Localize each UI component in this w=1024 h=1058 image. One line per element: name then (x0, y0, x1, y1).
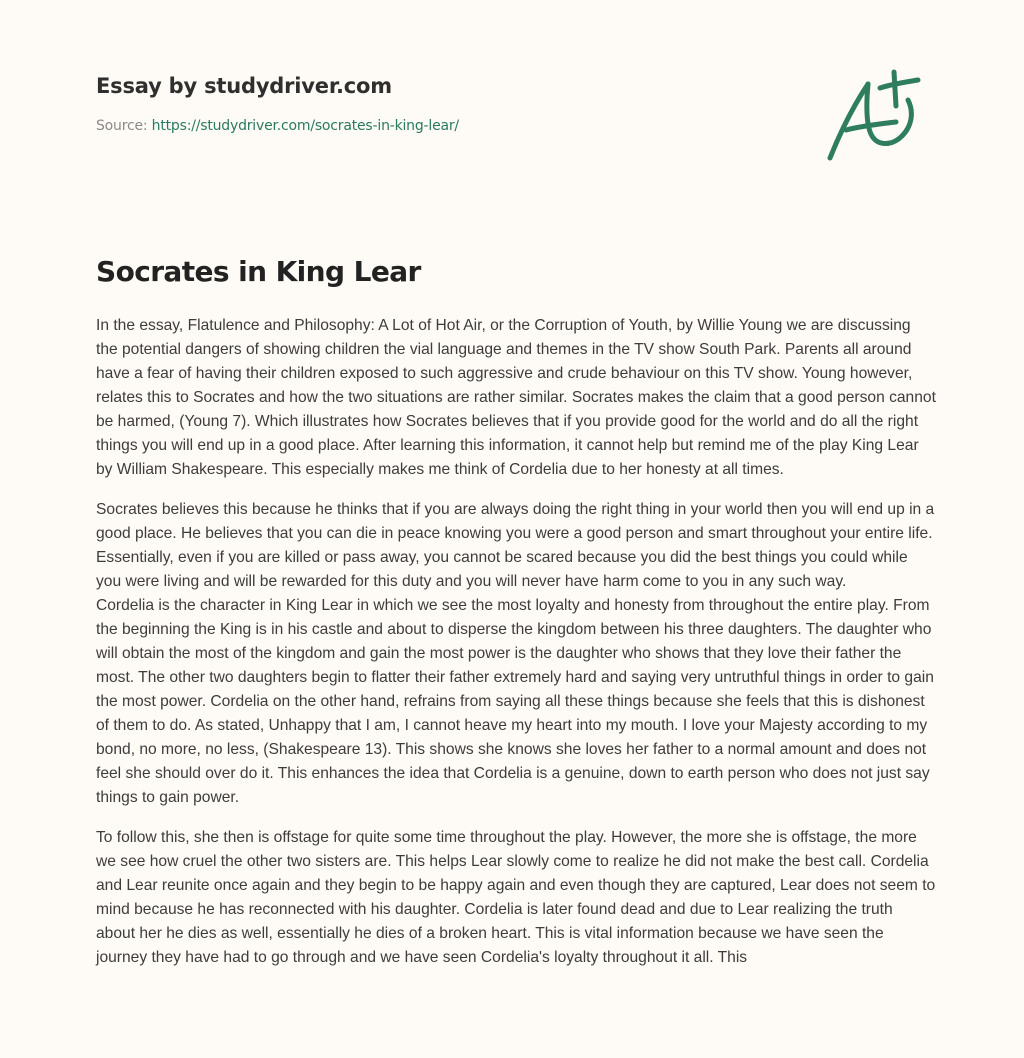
essay-body (96, 314, 936, 986)
site-title: Essay by studydriver.com (96, 74, 392, 98)
paragraph: To follow this, she then is offstage for quite some time throughout the play. However, the more she is offstage, the more we see how cruel the other two sisters are. This helps Lear slowly come to realize he did not make the best call. Cordelia and Lear reunite once again and they begin to be happy again and even though they are captured, Lear does not seem to mind because he has reconnected with his daughter. Cordelia is later found dead and due to Lear realizing the truth about her he dies as well, essentially he dies of a broken heart. This is vital information because we have seen the journey they have had to go through and we have seen Cordelia's loyalty throughout it all. This (96, 829, 936, 966)
paragraph: In the essay, Flatulence and Philosophy: A Lot of Hot Air, or the Corruption of Youth, by Willie Young we are discussing the potential dangers of showing children the vial language and themes in the TV show South Park. Parents all around have a fear of having their children exposed to such aggressive and crude behaviour on this TV show. Young however, relates this to Socrates and how the two situations are rather similar. Socrates makes the claim that a good person cannot be harmed, (Young 7). Which illustrates how Socrates believes that if you provide good for the world and do all the right things you will end up in a good place. After learning this information, it cannot help but remind me of the play King Lear by William Shakespeare. This especially makes me think of Cordelia due to her honesty at all times. (96, 317, 936, 478)
document-title: Socrates in King Lear (96, 255, 421, 288)
page-header (96, 74, 796, 134)
source-label: Source: (96, 118, 152, 134)
paragraph: Cordelia is the character in King Lear in which we see the most loyalty and honesty from throughout the entire play. From the beginning the King is in his castle and about to disperse the kingdom between his three daughters. The daughter who will obtain the most of the kingdom and gain the most power is the daughter who shows that they love their father the most. The other two daughters begin to flatter their father extremely hard and saying very untruthful things in order to gain the most power. Cordelia on the other hand, refrains from saying all these things because she feels that this is dishonest of them to do. As stated, Unhappy that I am, I cannot heave my heart into my mouth. I love your Majesty according to my bond, no more, no less, (Shakespeare 13). This shows she knows she loves her father to a normal amount and does not feel she should over do it. This enhances the idea that Cordelia is a genuine, down to earth person who does not just say things to gain power. (96, 597, 934, 806)
source-link[interactable]: https://studydriver.com/socrates-in-king-lear/ (151, 118, 459, 134)
paragraph: Socrates believes this because he thinks that if you are always doing the right thing in your world then you will end up in a good place. He believes that you can die in peace knowing you were a good person and smart throughout your entire life. Essentially, even if you are killed or pass away, you cannot be scared because you did the best things you could while you were living and will be rewarded for this duty and you will never have harm come to you in any such way. (96, 501, 935, 590)
a-plus-grade-icon (822, 66, 932, 166)
source-line (96, 118, 796, 134)
